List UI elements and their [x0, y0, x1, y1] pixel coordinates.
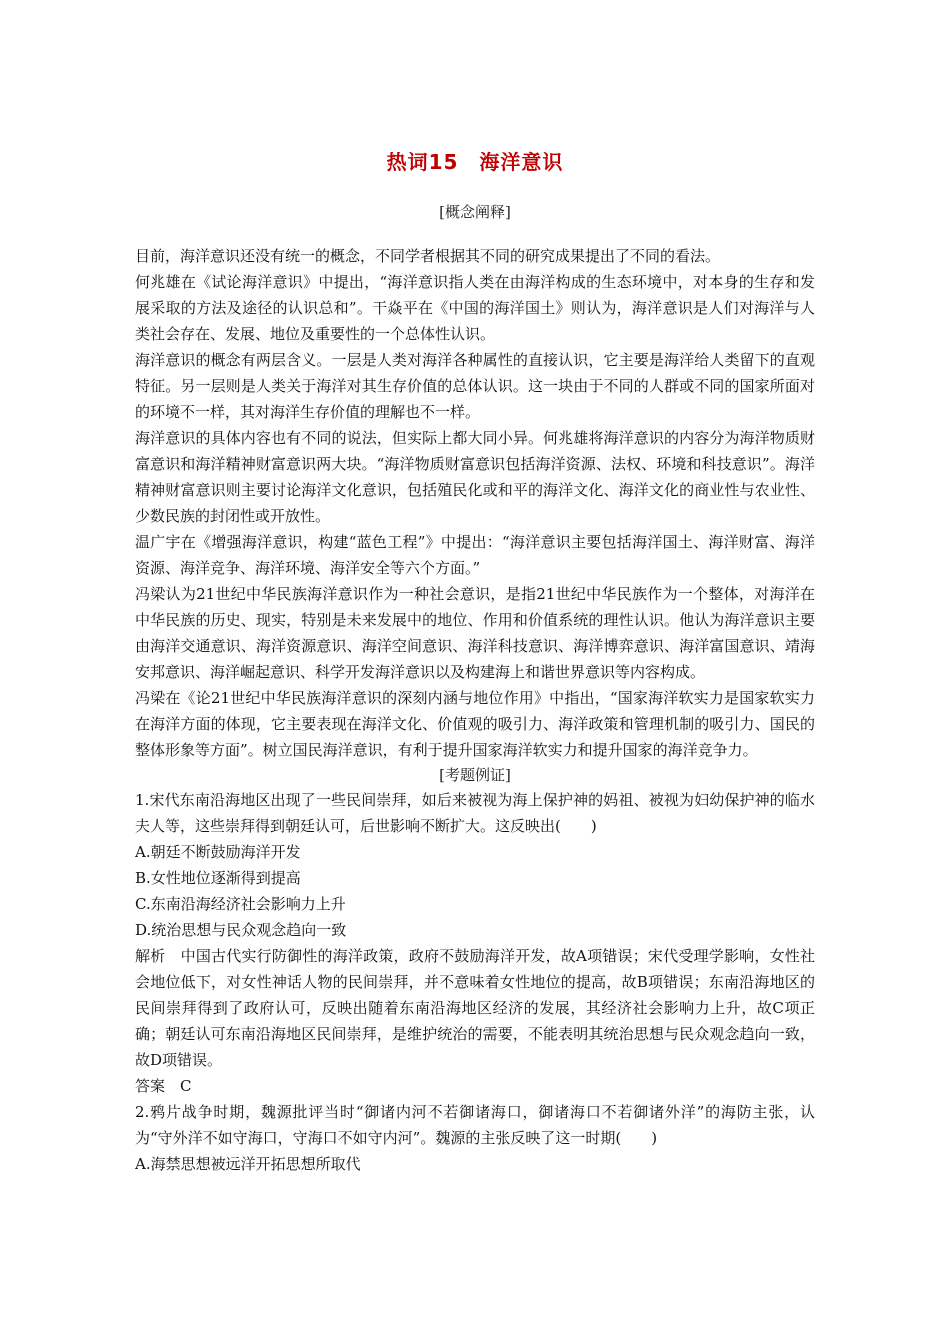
concept-paragraph: 温广宇在《增强海洋意识，构建“蓝色工程”》中提出：“海洋意识主要包括海洋国土、海洋财富、海洋资源、海洋竞争、海洋环境、海洋安全等六个方面。”	[135, 533, 815, 577]
exam-section-header: [考题例证]	[439, 766, 511, 784]
question-1-option-d: D.统治思想与民众观念趋向一致	[135, 921, 347, 939]
concept-paragraph: 海洋意识的具体内容也有不同的说法，但实际上都大同小异。何兆雄将海洋意识的内容分为海洋物质财富意识和海洋精神财富意识两大块。“海洋物质财富意识包括海洋资源、法权、环境和科技意识”。海洋精神财富意识则主要讨论海洋文化意识，包括殖民化或和平的海洋文化、海洋文化的商业性与农业性、少数民族的封闭性或开放性。	[135, 429, 815, 525]
concept-paragraph: 冯梁认为21世纪中华民族海洋意识作为一种社会意识，是指21世纪中华民族作为一个整体，对海洋在中华民族的历史、现实，特别是未来发展中的地位、作用和价值系统的理性认识。他认为海洋意识主要由海洋交通意识、海洋资源意识、海洋空间意识、海洋科技意识、海洋博弈意识、海洋富国意识、靖海安邦意识、海洋崛起意识、科学开发海洋意识以及构建海上和谐世界意识等内容构成。	[135, 585, 815, 681]
question-1-analysis: 解析 中国古代实行防御性的海洋政策，政府不鼓励海洋开发，故A项错误；宋代受理学影响，女性社会地位低下，对女性神话人物的民间崇拜，并不意味着女性地位的提高，故B项错误；东南沿海地区的民间崇拜得到了政府认可，反映出随着东南沿海地区经济的发展，其经济社会影响力上升，故C项正确；朝廷认可东南沿海地区民间崇拜，是维护统治的需要，不能表明其统治思想与民众观念趋向一致，故D项错误。	[135, 947, 815, 1069]
question-1-stem: 1.宋代东南沿海地区出现了一些民间崇拜，如后来被视为海上保护神的妈祖、被视为妇幼保护神的临水夫人等，这些崇拜得到朝廷认可，后世影响不断扩大。这反映出( )	[135, 791, 815, 835]
concept-paragraph: 目前，海洋意识还没有统一的概念，不同学者根据其不同的研究成果提出了不同的看法。	[135, 247, 721, 265]
question-1-option-b: B.女性地位逐渐得到提高	[135, 869, 301, 887]
question-1-option-a: A.朝廷不断鼓励海洋开发	[135, 843, 301, 861]
question-2-option-a: A.海禁思想被远洋开拓思想所取代	[135, 1155, 361, 1173]
concept-paragraph: 何兆雄在《试论海洋意识》中提出，“海洋意识指人类在由海洋构成的生态环境中，对本身的生存和发展采取的方法及途径的认识总和”。干焱平在《中国的海洋国土》则认为，海洋意识是人们对海洋与人类社会存在、发展、地位及重要性的一个总体性认识。	[135, 273, 815, 343]
question-2-stem: 2.鸦片战争时期，魏源批评当时“御诸内河不若御诸海口，御诸海口不若御诸外洋”的海防主张，认为“守外洋不如守海口，守海口不如守内河”。魏源的主张反映了这一时期( )	[135, 1103, 815, 1147]
question-1-option-c: C.东南沿海经济社会影响力上升	[135, 895, 346, 913]
concept-paragraph: 冯梁在《论21世纪中华民族海洋意识的深刻内涵与地位作用》中指出，“国家海洋软实力是国家软实力在海洋方面的体现，它主要表现在海洋文化、价值观的吸引力、海洋政策和管理机制的吸引力、国民的整体形象等方面”。树立国民海洋意识，有利于提升国家海洋软实力和提升国家的海洋竞争力。	[135, 689, 815, 759]
page-title: 热词15 海洋意识	[386, 150, 564, 174]
concept-paragraph: 海洋意识的概念有两层含义。一层是人类对海洋各种属性的直接认识，它主要是海洋给人类留下的直观特征。另一层则是人类关于海洋对其生存价值的总体认识。这一块由于不同的人群或不同的国家所面对的环境不一样，其对海洋生存价值的理解也不一样。	[135, 351, 815, 421]
concept-section-header: [概念阐释]	[439, 203, 511, 221]
document-body	[135, 243, 815, 1177]
question-1-answer: 答案 C	[135, 1077, 192, 1095]
